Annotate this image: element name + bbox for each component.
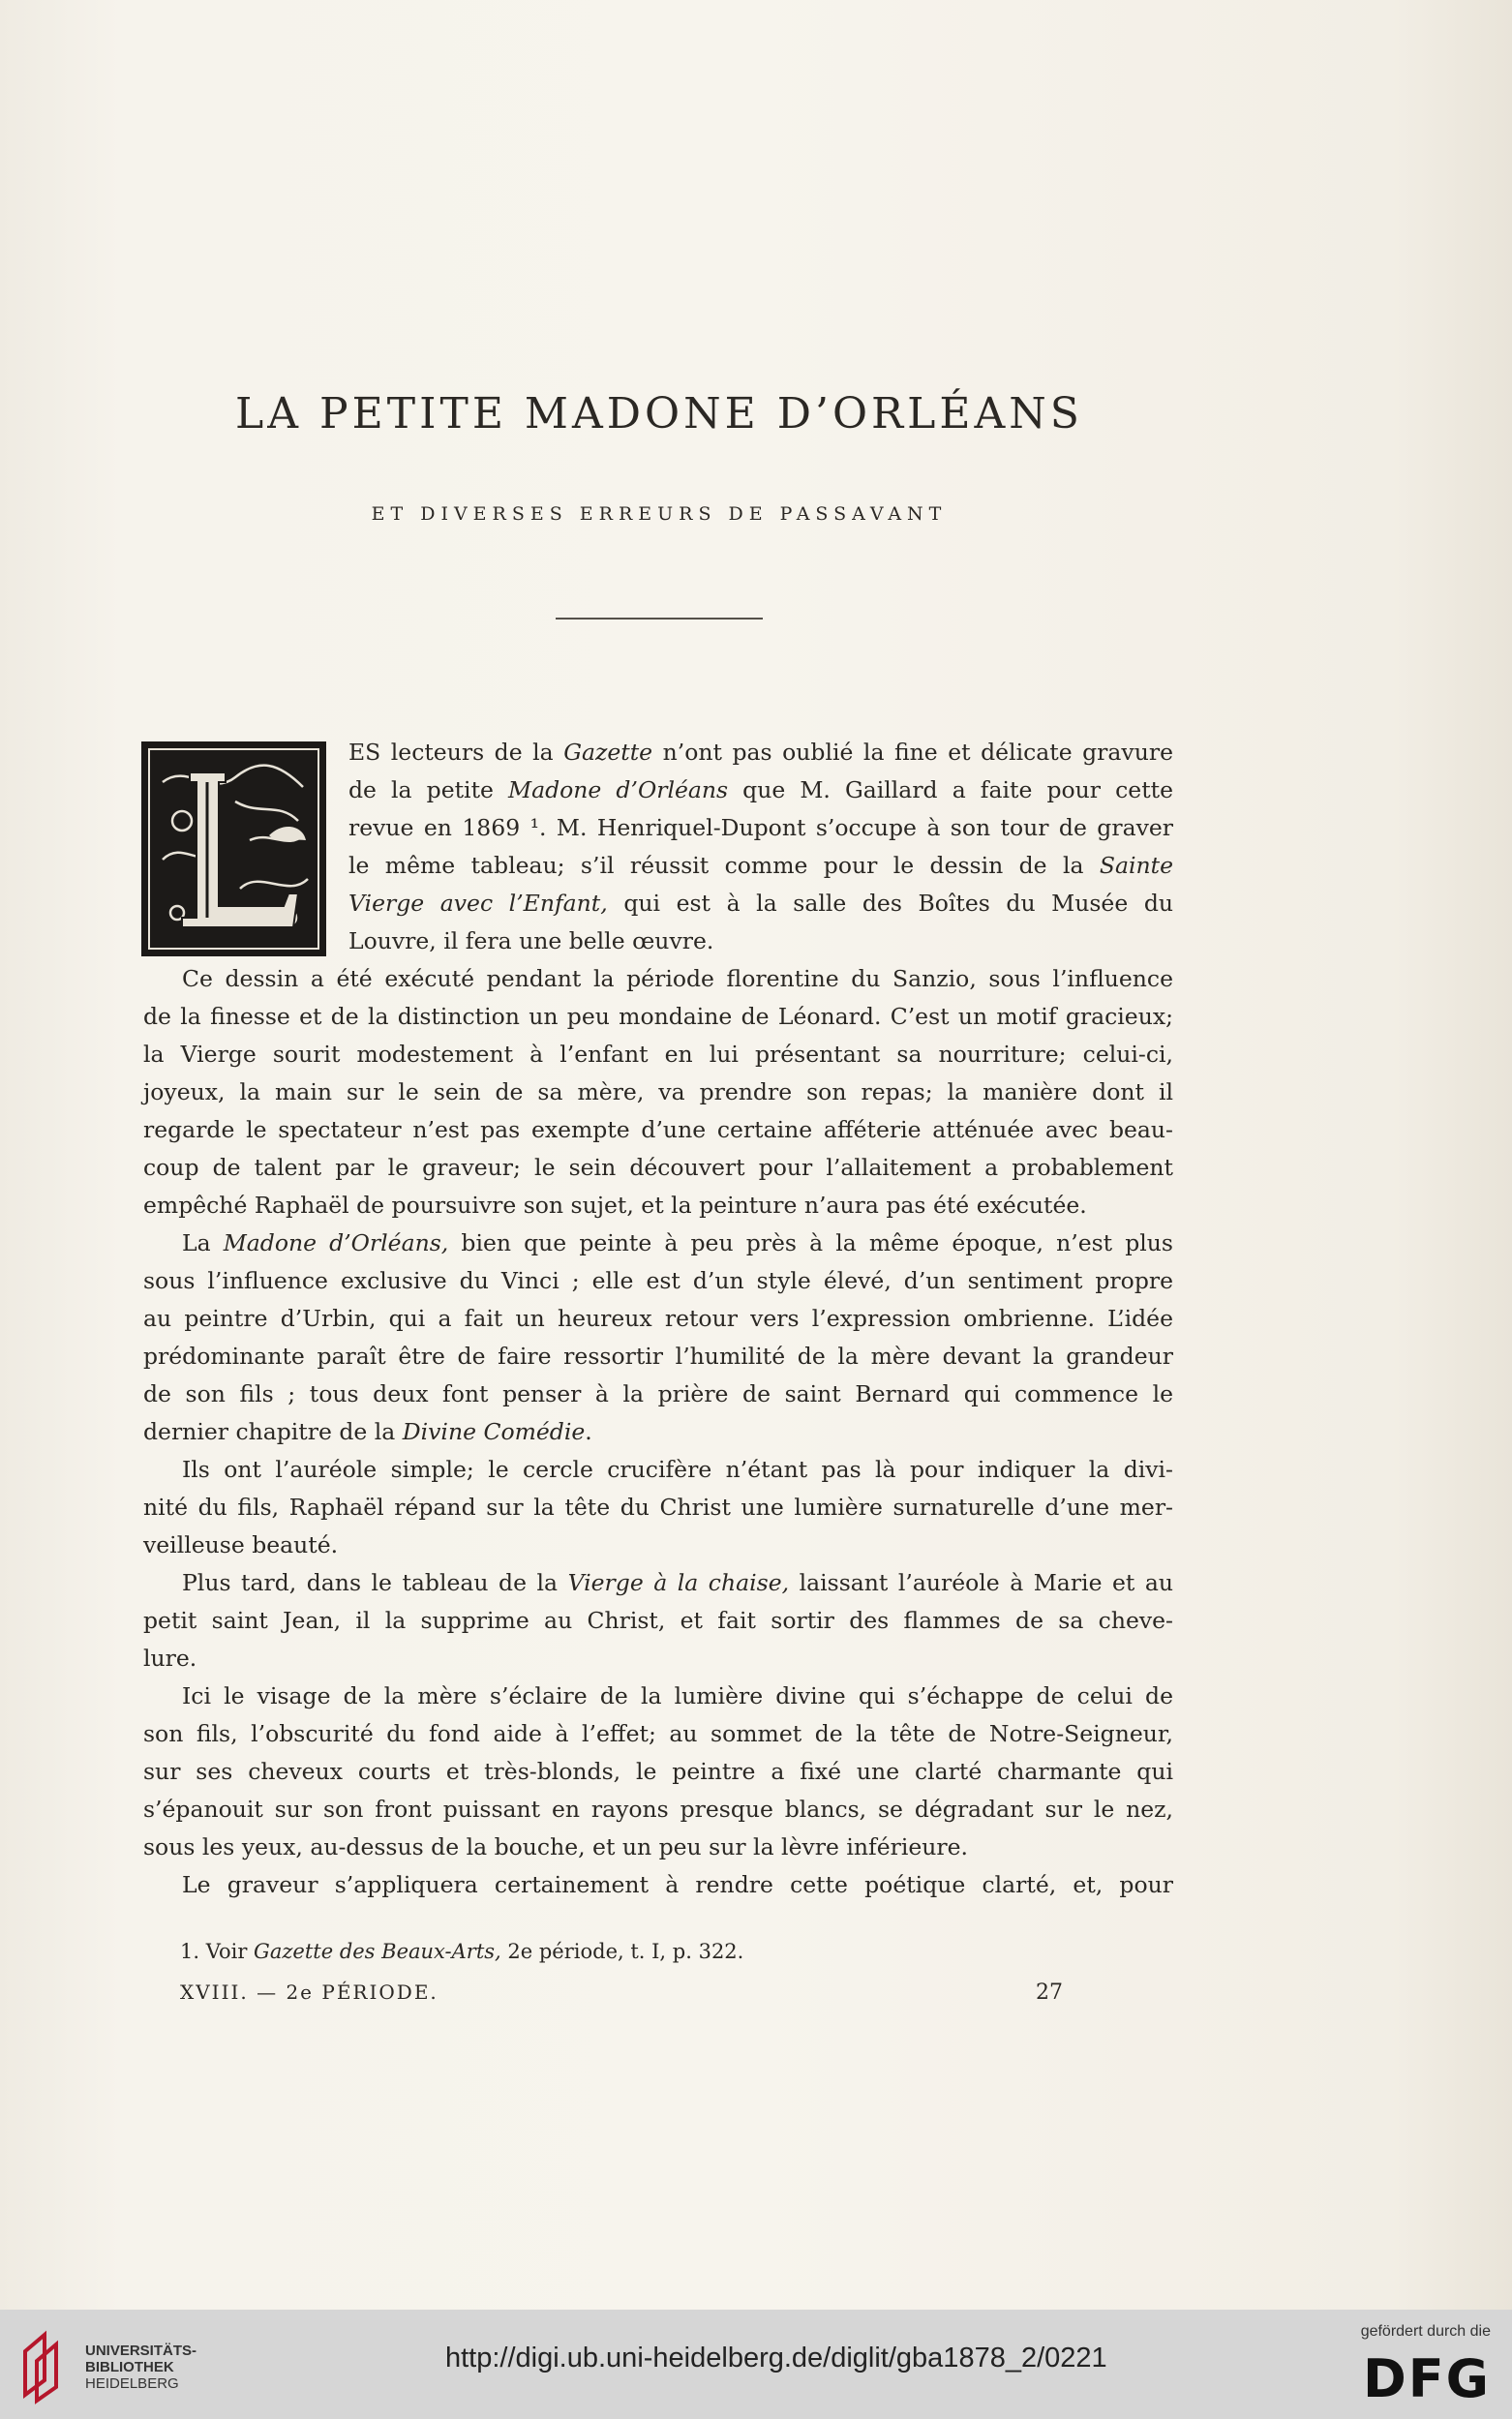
text-line: revue en 1869 ¹. M. Henriquel-Dupont s’occupe à son tour de graver bbox=[348, 814, 1173, 841]
text-line: coup de talent par le graveur; le sein découvert pour l’allaitement a probablement bbox=[143, 1154, 1173, 1181]
text-line: Ils ont l’auréole simple; le cercle crucifère n’étant pas là pour indiquer la divi- bbox=[182, 1456, 1173, 1483]
text-line: veilleuse beauté. bbox=[143, 1531, 339, 1558]
funding-label: gefördert durch die bbox=[1360, 2323, 1491, 2340]
text-line: au peintre d’Urbin, qui a fait un heureux retour vers l’expression ombrienne. L’idée bbox=[143, 1305, 1173, 1332]
dfg-logo: DFG bbox=[1362, 2348, 1491, 2409]
signature-mark: XVIII. — 2e PÉRIODE. bbox=[180, 1981, 438, 2004]
text-line: lure. bbox=[143, 1645, 197, 1672]
text-line: Le graveur s’appliquera certainement à rendre cette poétique clarté, et, pour bbox=[182, 1871, 1173, 1898]
footnote-reference: 2e période, t. I, p. 322. bbox=[500, 1940, 744, 1963]
text-line: Plus tard, dans le tableau de la Vierge à la chaise, laissant l’auréole à Marie et au bbox=[182, 1569, 1174, 1596]
text-line: de la petite Madone d’Orléans que M. Gaillard a faite pour cette bbox=[348, 776, 1173, 803]
text-line: Louvre, il fera une belle œuvre. bbox=[348, 927, 714, 954]
text-line: nité du fils, Raphaël répand sur la tête du Christ une lumière surnaturelle d’une mer- bbox=[143, 1494, 1173, 1521]
text-line: petit saint Jean, il la supprime au Christ, et fait sortir des flammes de sa cheve- bbox=[143, 1607, 1173, 1634]
footnote-text: Voir bbox=[205, 1940, 255, 1963]
library-name-line: UNIVERSITÄTS- bbox=[85, 2343, 197, 2359]
library-name-line: HEIDELBERG bbox=[85, 2375, 179, 2392]
text-line: la Vierge sourit modestement à l’enfant en lui présentant sa nourriture; celui-ci, bbox=[143, 1041, 1173, 1068]
text-line: sous l’influence exclusive du Vinci ; elle est d’un style élevé, d’un sentiment propre bbox=[143, 1267, 1173, 1294]
text-line: s’épanouit sur son front puissant en rayons presque blancs, se dégradant sur le nez, bbox=[143, 1796, 1173, 1823]
text-line: ES lecteurs de la Gazette n’ont pas oublié la fine et délicate gravure bbox=[348, 739, 1173, 766]
text-line: dernier chapitre de la Divine Comédie. bbox=[143, 1418, 592, 1445]
footnote-journal: Gazette des Beaux-Arts, bbox=[254, 1940, 501, 1963]
ornamental-initial-l bbox=[141, 741, 326, 956]
title-rule bbox=[556, 618, 763, 620]
article-title: LA PETITE MADONE D’ORLÉANS bbox=[235, 389, 1083, 438]
footnote-number: 1. bbox=[180, 1940, 200, 1963]
page-number: 27 bbox=[1036, 1981, 1063, 2005]
library-logo-icon bbox=[15, 2327, 70, 2404]
text-line: prédominante paraît être de faire ressortir l’humilité de la mère devant la grandeur bbox=[143, 1343, 1173, 1370]
text-line: sur ses cheveux courts et très-blonds, le peintre a fixé une clarté charmante qui bbox=[143, 1758, 1173, 1785]
text-line: joyeux, la main sur le sein de sa mère, va prendre son repas; la manière dont il bbox=[143, 1078, 1173, 1105]
text-line: regarde le spectateur n’est pas exempte d’une certaine afféterie atténuée avec beau- bbox=[143, 1116, 1173, 1143]
text-line: son fils, l’obscurité du fond aide à l’effet; au sommet de la tête de Notre-Seigneur, bbox=[143, 1720, 1173, 1747]
footnote bbox=[180, 1940, 743, 1963]
library-name bbox=[85, 2343, 197, 2392]
text-line: Ici le visage de la mère s’éclaire de la lumière divine qui s’échappe de celui de bbox=[182, 1682, 1173, 1709]
text-line: de la finesse et de la distinction un peu mondaine de Léonard. C’est un motif gracieux; bbox=[143, 1003, 1173, 1030]
text-line: La Madone d’Orléans, bien que peinte à peu près à la même époque, n’est plus bbox=[182, 1229, 1173, 1256]
article-subtitle: ET DIVERSES ERREURS DE PASSAVANT bbox=[371, 503, 948, 525]
permalink-url[interactable]: http://digi.ub.uni-heidelberg.de/diglit/gba1878_2/0221 bbox=[445, 2343, 1107, 2374]
text-line: Ce dessin a été exécuté pendant la période florentine du Sanzio, sous l’influence bbox=[182, 965, 1173, 992]
text-line: empêché Raphaël de poursuivre son sujet, et la peinture n’aura pas été exécutée. bbox=[143, 1192, 1087, 1219]
digitization-footer bbox=[0, 2310, 1512, 2419]
text-line: le même tableau; s’il réussit comme pour le dessin de la Sainte bbox=[348, 852, 1173, 879]
text-line: Vierge avec l’Enfant, qui est à la salle des Boîtes du Musée du bbox=[348, 890, 1173, 917]
library-name-line: BIBLIOTHEK bbox=[85, 2359, 174, 2375]
text-line: de son fils ; tous deux font penser à la prière de saint Bernard qui commence le bbox=[143, 1380, 1173, 1407]
text-line: sous les yeux, au-dessus de la bouche, et un peu sur la lèvre inférieure. bbox=[143, 1833, 969, 1860]
